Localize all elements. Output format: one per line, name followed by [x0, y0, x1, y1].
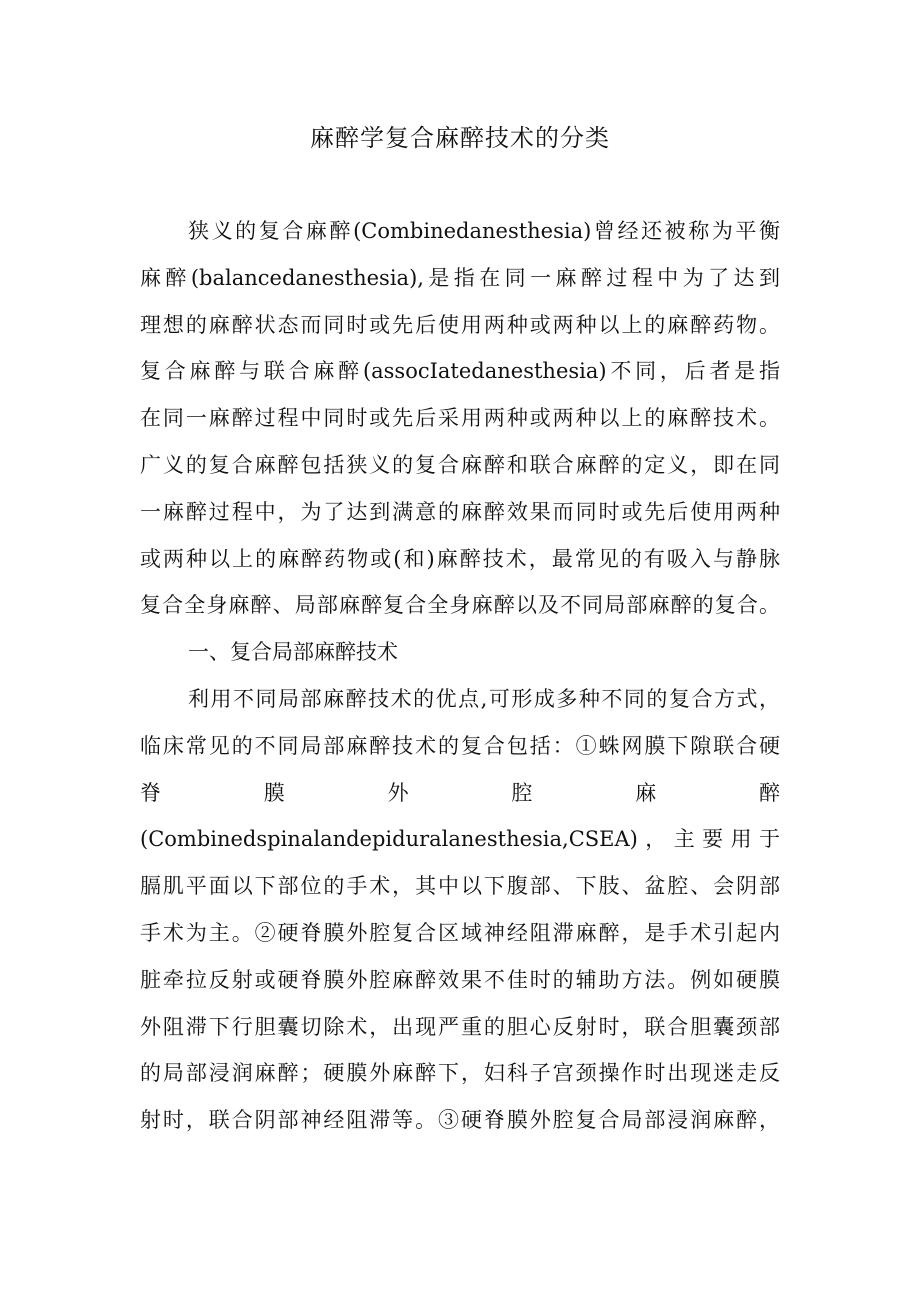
paragraph-line: 复合全身麻醉、局部麻醉复合全身麻醉以及不同局部麻醉的复合。: [140, 593, 780, 618]
paragraph-line: 脊 膜 外 腔 麻 醉: [140, 780, 780, 805]
paragraph-line: 膈肌平面以下部位的手术，其中以下腹部、下肢、盆腔、会阴部: [140, 874, 780, 899]
paragraph-line: 或两种以上的麻醉药物或(和)麻醉技术，最常见的有吸入与静脉: [140, 546, 780, 571]
paragraph-line: 脏牵拉反射或硬脊膜外腔麻醉效果不佳时的辅助方法。例如硬膜: [140, 967, 780, 992]
paragraph-line: 麻醉(balancedanesthesia),是指在同一麻醉过程中为了达到: [140, 265, 780, 290]
paragraph-line: 理想的麻醉状态而同时或先后使用两种或两种以上的麻醉药物。: [140, 312, 780, 337]
section-heading: 一、复合局部麻醉技术: [188, 640, 398, 665]
paragraph-line: 一麻醉过程中，为了达到满意的麻醉效果而同时或先后使用两种: [140, 499, 780, 524]
paragraph-line: (Combinedspinalandepiduralanesthesia,CSEA)，主要用于: [140, 827, 780, 852]
paragraph-line: 复合麻醉与联合麻醉(assocIatedanesthesia)不同，后者是指: [140, 359, 780, 384]
paragraph-line: 的局部浸润麻醉；硬膜外麻醉下，妇科子宫颈操作时出现迷走反: [140, 1061, 780, 1086]
paragraph-line: 利用不同局部麻醉技术的优点,可形成多种不同的复合方式，: [188, 686, 780, 711]
paragraph-line: 射时，联合阴部神经阻滞等。③硬脊膜外腔复合局部浸润麻醉，: [140, 1108, 780, 1133]
paragraph-line: 手术为主。②硬脊膜外腔复合区域神经阻滞麻醉，是手术引起内: [140, 920, 780, 945]
paragraph-line: 在同一麻醉过程中同时或先后采用两种或两种以上的麻醉技术。: [140, 406, 780, 431]
paragraph-line: 狭义的复合麻醉(Combinedanesthesia)曾经还被称为平衡: [188, 219, 780, 243]
document-body: [140, 208, 780, 1144]
paragraph-line: 广义的复合麻醉包括狭义的复合麻醉和联合麻醉的定义，即在同: [140, 452, 780, 477]
document-title: 麻醉学复合麻醉技术的分类: [310, 124, 610, 152]
paragraph-line: 临床常见的不同局部麻醉技术的复合包括：①蛛网膜下隙联合硬: [140, 733, 780, 758]
paragraph-line: 外阻滞下行胆囊切除术，出现严重的胆心反射时，联合胆囊颈部: [140, 1014, 780, 1039]
